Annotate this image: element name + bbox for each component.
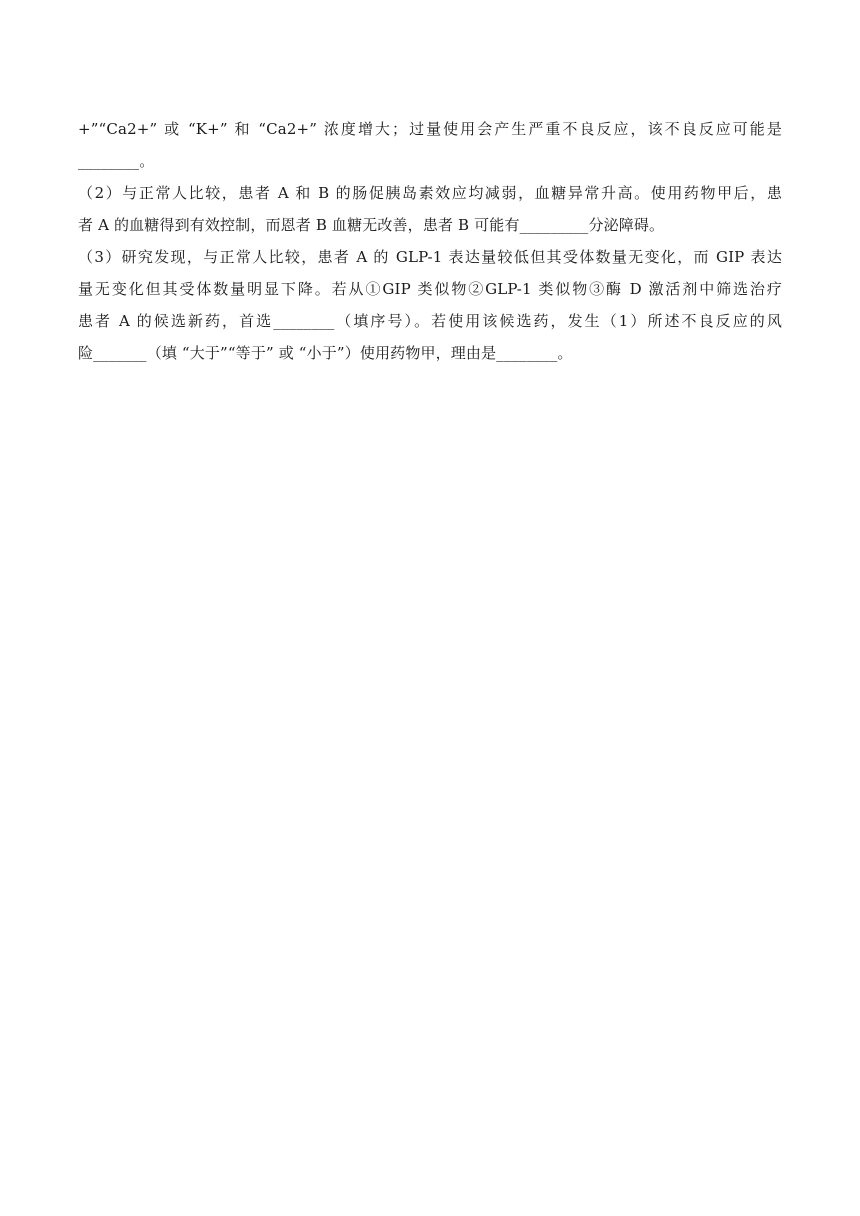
question-2-line-1: （2）与正常人比较，患者 A 和 B 的肠促胰岛素效应均减弱，血糖异常升高。使用药物甲后，患 <box>78 184 782 202</box>
question-3-line-1: （3）研究发现，与正常人比较，患者 A 的 GLP-1 表达量较低但其受体数量无变化，而 GIP 表达 <box>78 248 782 266</box>
question-3-line-2: 量无变化但其受体数量明显下降。若从①GIP 类似物②GLP-1 类似物③酶 D 激活剂中筛选治疗 <box>78 280 782 298</box>
question-2-line-2: 者 A 的血糖得到有效控制，而恩者 B 血糖无改善，患者 B 可能有_________分泌障碍。 <box>78 216 665 234</box>
answer-blank-line-1: ________。 <box>78 152 155 170</box>
text-line-1: +”“Ca2+” 或 “K+” 和 “Ca2+” 浓度增大；过量使用会产生严重不良反应，该不良反应可能是 <box>78 120 782 138</box>
question-3-line-3: 患者 A 的候选新药，首选________（填序号）。若使用该候选药，发生（1）所述不良反应的风 <box>78 312 782 330</box>
question-3-line-4: 险_______（填 “大于”“等于” 或 “小于”）使用药物甲，理由是________。 <box>78 344 573 362</box>
question-text-block <box>78 113 782 369</box>
